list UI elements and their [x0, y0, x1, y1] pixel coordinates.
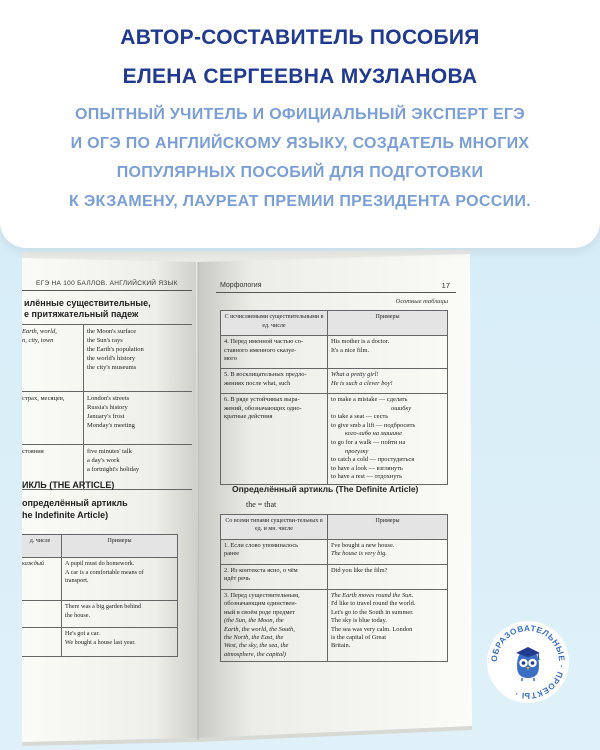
cell-text: We bought a house last year. — [65, 638, 136, 646]
author-name: ЕЛЕНА СЕРГЕЕВНА МУЗЛАНОВА — [122, 65, 478, 88]
table-row — [22, 558, 178, 601]
cell-text: 2. Из контекста ясно, о чём — [224, 567, 298, 574]
cell-text: прогулку — [345, 447, 369, 455]
cell-text: ставного именного сказуе- — [224, 346, 297, 354]
left-page — [22, 262, 192, 732]
cell-text: to give smb a lift — подбросить — [331, 421, 416, 429]
table-row — [221, 369, 448, 394]
definite-article-heading: Определённый артикль (The Definite Article) — [232, 484, 419, 494]
cell-text: to have a rest — отдохнуть — [331, 473, 403, 481]
cell-text: Earth, the world, the South, — [224, 625, 295, 633]
cell-text: кратные действия — [224, 413, 273, 421]
left-table-1 — [22, 324, 192, 490]
left-heading-2: е притяжательный падеж — [24, 309, 139, 319]
page-number: 17 — [441, 281, 450, 290]
cell-text: January's frost — [87, 413, 125, 420]
cell-text: the Earth's population — [87, 346, 144, 353]
cell-text: transport. — [65, 577, 89, 585]
author-card — [0, 0, 600, 248]
right-table-2 — [220, 514, 448, 662]
publisher-badge — [486, 620, 570, 704]
cell-text: ный в своём роде предмет — [224, 608, 296, 616]
table-row — [22, 601, 178, 628]
cell-text: There was a big garden behind — [65, 603, 142, 610]
cell-text: to take a seat — сесть — [331, 413, 389, 421]
cell-text: Monday's meeting — [87, 422, 135, 429]
cell-text: The sky is blue today. — [331, 617, 387, 625]
cell-text: to go for a walk — пойти на — [331, 438, 406, 446]
cell-text: to make a mistake — сделать — [331, 396, 408, 403]
author-description-line: И ОГЭ ПО АНГЛИЙСКОМУ ЯЗЫКУ, СОЗДАТЕЛЬ МНОГИХ — [70, 135, 530, 152]
left-subheading-2: he Indefinite Article) — [22, 510, 109, 520]
cell-text: Earth, world, — [22, 328, 57, 335]
cell-text: 3. Перед существительным, — [224, 592, 300, 599]
cell-text: a day's work — [87, 457, 120, 464]
badge-graphic — [486, 620, 570, 704]
cell-text: Britain. — [331, 642, 351, 650]
left-subheading-1: определённый артикль — [22, 498, 128, 508]
cell-text: каждый — [22, 560, 45, 567]
cell-text: (the Sun, the Moon, the — [224, 617, 284, 625]
cell-text: мого — [224, 355, 237, 363]
table-row — [22, 392, 192, 445]
table-header: Со всеми типами существи-тельных в ед. и мн. числе — [221, 515, 328, 540]
cell-text: I'd like to travel round the world. — [331, 600, 416, 608]
left-table-2 — [22, 534, 178, 657]
cell-text: His mother is a doctor. — [331, 338, 390, 345]
cell-text: Russia's history — [87, 404, 128, 411]
author-description-line: ПОПУЛЯРНЫХ ПОСОБИЙ ДЛЯ ПОДГОТОВКИ — [116, 164, 484, 181]
table-header: Примеры — [62, 535, 178, 558]
table-caption: Осотные таблицы — [395, 298, 448, 305]
table-header: Примеры — [328, 311, 448, 336]
cell-text: the city's museums — [87, 364, 137, 371]
cell-text: жений, обозначающих одно- — [224, 404, 302, 412]
badge-text: ОБРАЗОВАТЕЛЬНЫЕ · ПРОЕКТЫ · — [488, 622, 568, 702]
cell-text: Let's go to the South in summer. — [331, 608, 414, 616]
table-row — [221, 336, 448, 369]
cell-text: 4. Перед именной частью со- — [224, 338, 304, 345]
table-header: Примеры — [328, 515, 448, 540]
cell-text: West, the sky, the sea, the — [224, 642, 289, 650]
left-section-title: ИКЛЬ (THE ARTICLE) — [22, 480, 115, 490]
cell-text: страх, месяцев, — [22, 395, 65, 402]
cell-text: обозначающим единствен- — [224, 600, 297, 608]
cell-text: n, city, town — [22, 337, 54, 344]
cell-text: ошибку — [391, 404, 412, 412]
cell-text: 6. В ряде устойчивых выра- — [224, 396, 300, 403]
cell-text: He is such a clever boy! — [331, 379, 393, 387]
cell-text: five minutes' talk — [87, 448, 132, 455]
cell-text: What a pretty girl! — [331, 371, 379, 378]
cell-text: atmosphere, the capital) — [224, 650, 287, 658]
cell-text: кого-либо на машине — [345, 430, 402, 438]
cell-text: жениях после what, such — [224, 379, 291, 387]
table-row — [221, 565, 448, 590]
cell-text: I've bought a new house. — [331, 542, 395, 549]
left-heading-1: илённые существительные, — [24, 298, 151, 308]
cell-text: to catch a cold — простудиться — [331, 456, 415, 464]
cell-text: the North, the East, the — [224, 634, 284, 642]
right-page-header: Морфология — [220, 282, 262, 289]
cell-text: the Sun's rays — [87, 337, 123, 344]
right-page — [210, 262, 466, 728]
cell-text: the world's history — [87, 355, 136, 362]
cell-text: A pupil must do homework. — [65, 560, 135, 567]
cell-text: the house. — [65, 611, 91, 619]
cell-text: 1. Если слово упоминалось — [224, 542, 299, 549]
cell-text: идёт речь — [224, 575, 250, 583]
cell-text: 5. В восклицательных предло- — [224, 371, 307, 378]
cell-text: London's streets — [87, 395, 130, 402]
table-row — [22, 628, 178, 657]
cell-text: It's a nice film. — [331, 346, 370, 354]
formula: the = that — [246, 500, 277, 509]
table-header: С исчисляемыми существительными в ед. числе — [221, 311, 328, 336]
cell-text: He's got a car. — [65, 630, 100, 637]
table-row — [221, 540, 448, 565]
table-row — [22, 325, 192, 392]
cell-text: стояния — [22, 448, 44, 455]
table-row — [221, 590, 448, 662]
cell-text: a fortnight's holiday — [87, 466, 140, 473]
table-row — [221, 394, 448, 485]
cell-text: is the capital of Great — [331, 634, 387, 642]
right-table-1 — [220, 310, 448, 485]
cell-text: to have a look — взглянуть — [331, 464, 403, 472]
left-page-header: ЕГЭ НА 100 БАЛЛОВ. АНГЛИЙСКИЙ ЯЗЫК — [36, 280, 178, 287]
cell-text: ранее — [224, 550, 240, 558]
cell-text: The sea was very calm. London — [331, 625, 413, 633]
table-header: д. числе — [22, 535, 62, 558]
author-description-line: К ЭКЗАМЕНУ, ЛАУРЕАТ ПРЕМИИ ПРЕЗИДЕНТА РОССИИ. — [69, 193, 531, 210]
cell-text: The Earth moves round the Sun. — [331, 592, 414, 599]
cell-text: The house is very big. — [331, 550, 387, 558]
card-title: АВТОР-СОСТАВИТЕЛЬ ПОСОБИЯ — [120, 26, 480, 49]
cell-text: A car is a comfortable means of — [65, 568, 144, 576]
cell-text: the Moon's surface — [87, 328, 137, 335]
cell-text: Did you like the film? — [331, 567, 388, 574]
author-description-line: ОПЫТНЫЙ УЧИТЕЛЬ И ОФИЦИАЛЬНЫЙ ЭКСПЕРТ ЕГЭ — [74, 106, 525, 123]
